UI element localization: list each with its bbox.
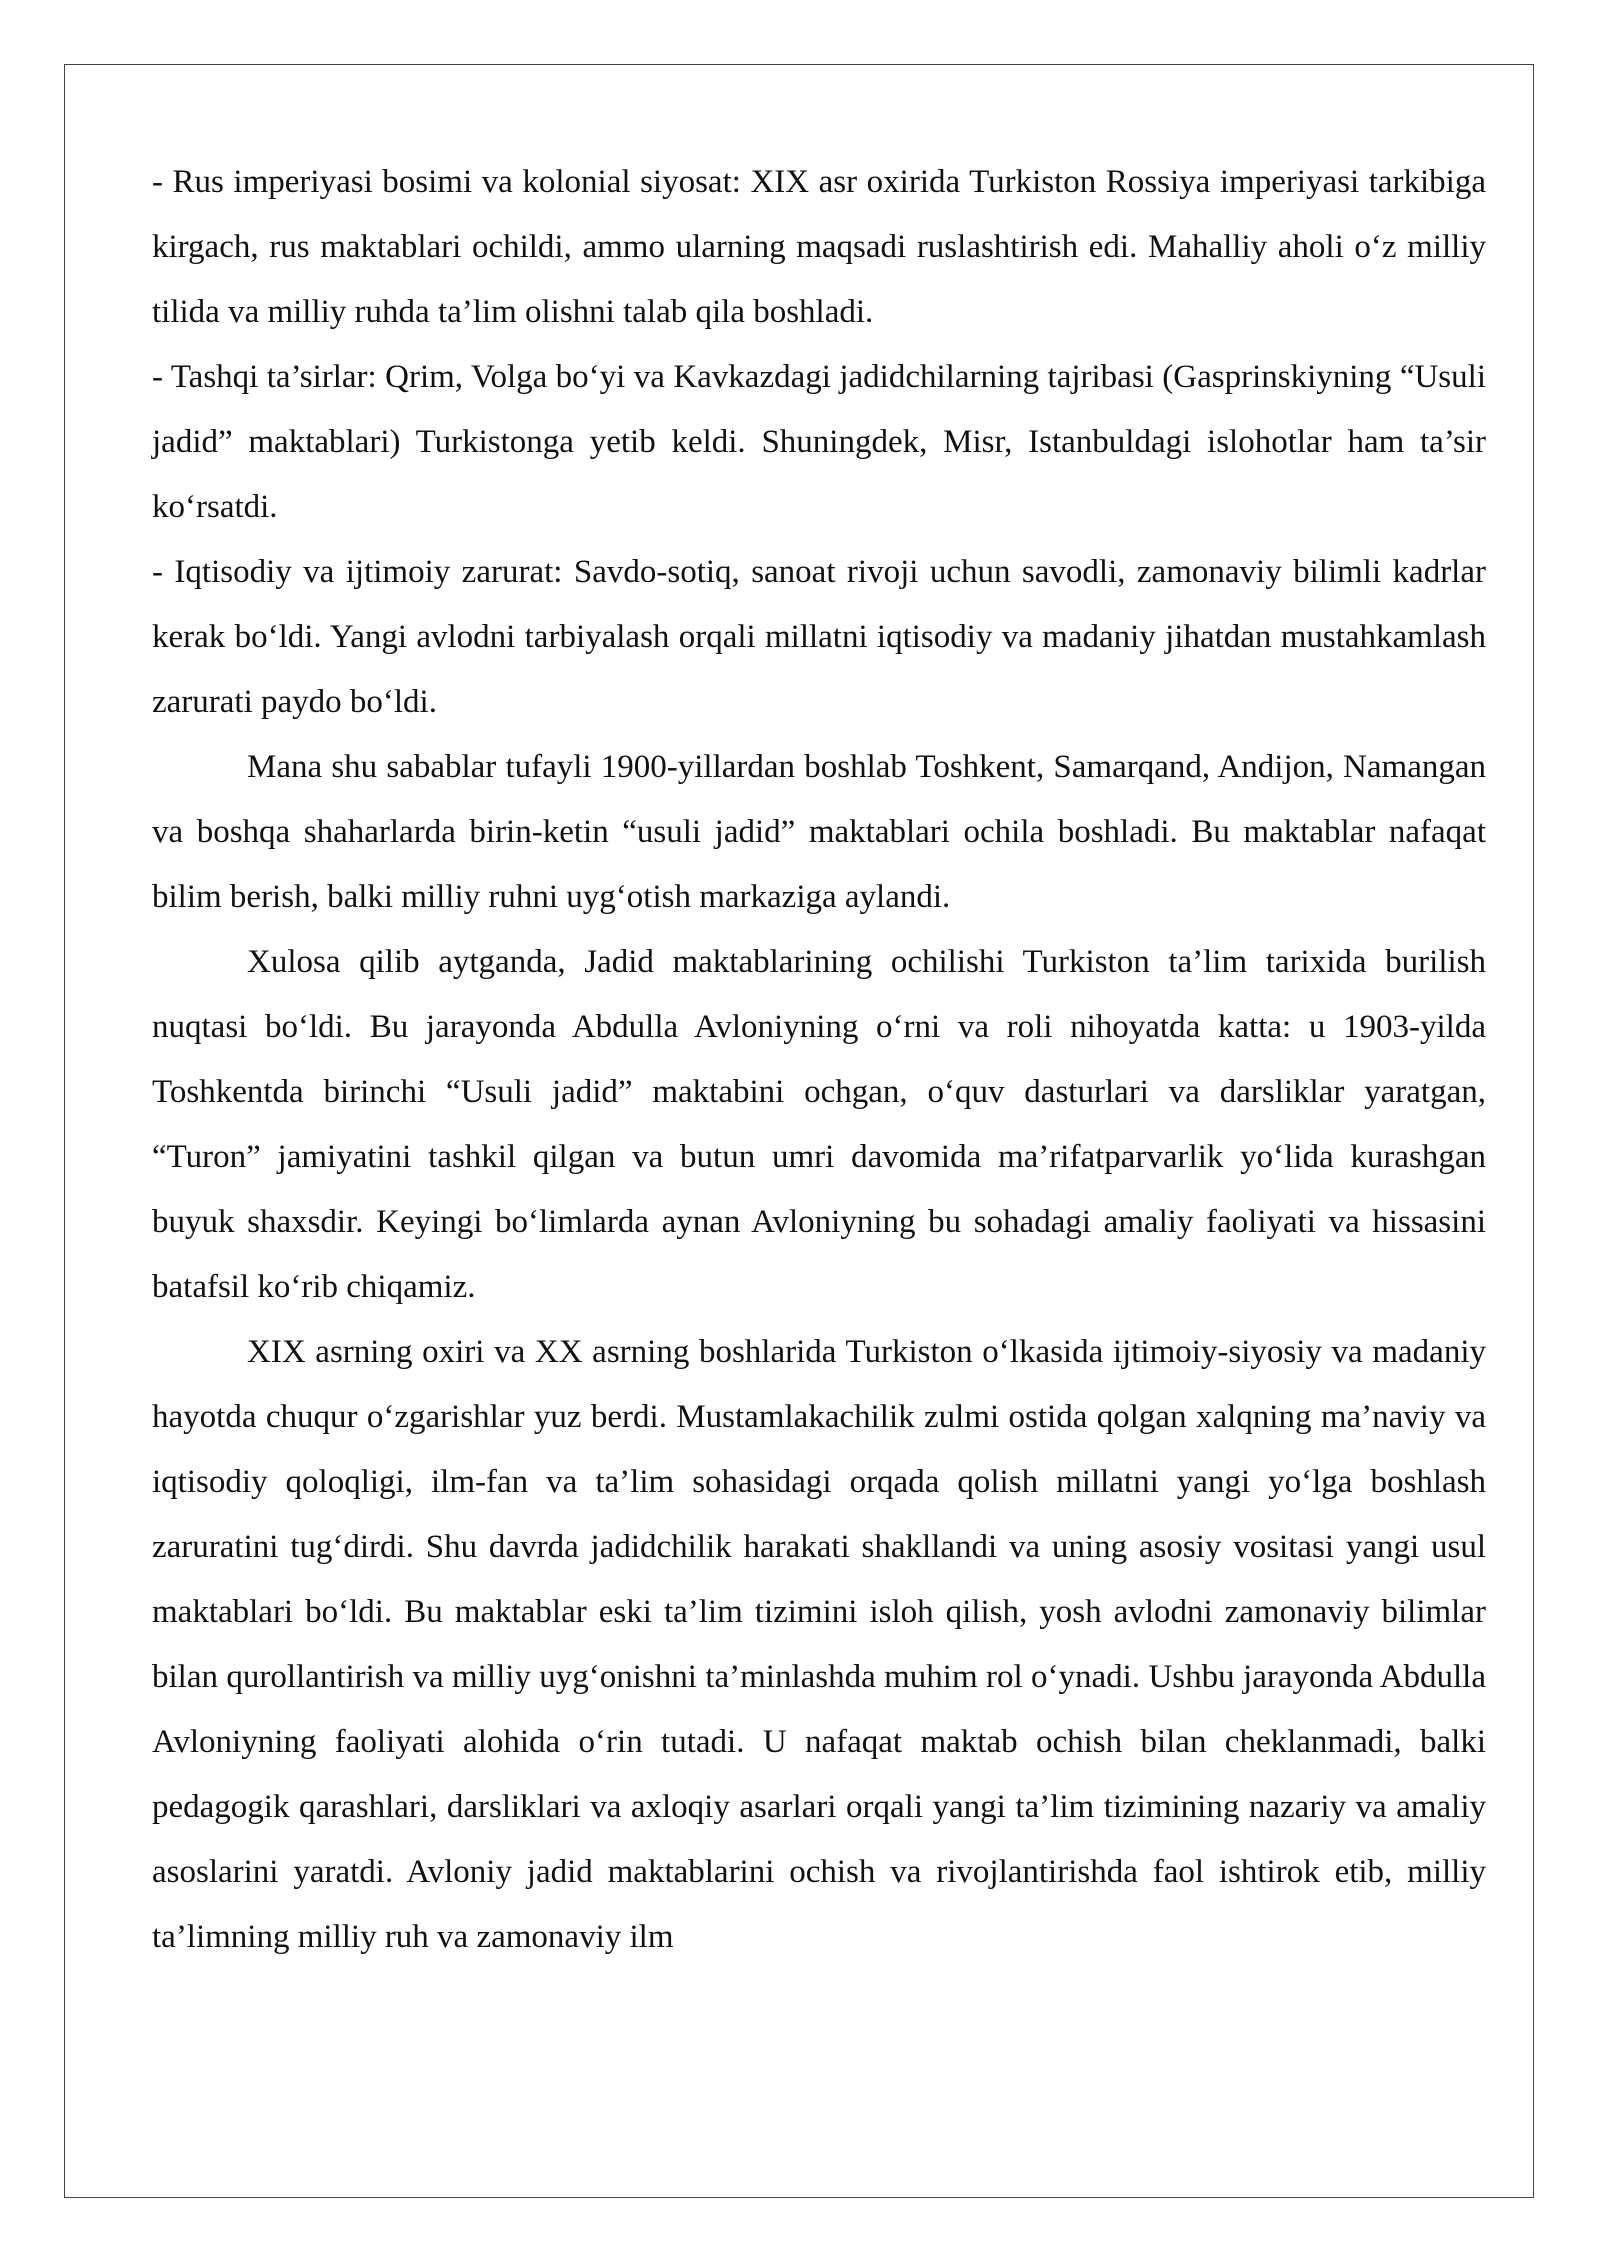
document-body [152, 150, 1486, 1970]
paragraph-economic-need: - Iqtisodiy va ijtimoiy zarurat: Savdo-sotiq, sanoat rivoji uchun savodli, zamonaviy bilimli kadrlar kerak bo‘ldi. Yangi avlodni tarbiyalash orqali millatni iqtisodiy va madaniy jihatdan mustahkamlash zarurati paydo bo‘ldi. [152, 554, 1486, 720]
paragraph-external-influences: - Tashqi ta’sirlar: Qrim, Volga bo‘yi va Kavkazdagi jadidchilarning tajribasi (Gasprinskiyning “Usuli jadid” maktablari) Turkistonga yetib keldi. Shuningdek, Misr, Istanbuldagi islohotlar ham ta’sir ko‘rsatdi. [152, 359, 1486, 525]
paragraph-conclusion: Xulosa qilib aytganda, Jadid maktablarining ochilishi Turkiston ta’lim tarixida burilish nuqtasi bo‘ldi. Bu jarayonda Abdulla Avloniyning o‘rni va roli nihoyatda katta: u 1903-yilda Toshkentda birinchi “Usuli jadid” maktabini ochgan, o‘quv dasturlari va darsliklar yaratgan, “Turon” jamiyatini tashkil qilgan va butun umri davomida ma’rifatparvarlik yo‘lida kurashgan buyuk shaxsdir. Keyingi bo‘limlarda aynan Avloniyning bu sohadagi amaliy faoliyati va hissasini batafsil ko‘rib chiqamiz. [152, 944, 1486, 1305]
paragraph-russian-pressure: - Rus imperiyasi bosimi va kolonial siyosat: XIX asr oxirida Turkiston Rossiya imperiyasi tarkibiga kirgach, rus maktablari ochildi, ammo ularning maqsadi ruslashtirish edi. Mahalliy aholi o‘z milliy tilida va milliy ruhda ta’lim olishni talab qila boshladi. [152, 164, 1486, 330]
paragraph-jadid-schools-opening: Mana shu sabablar tufayli 1900-yillardan boshlab Toshkent, Samarqand, Andijon, Namangan va boshqa shaharlarda birin-ketin “usuli jadid” maktablari ochila boshladi. Bu maktablar nafaqat bilim berish, balki milliy ruhni uyg‘otish markaziga aylandi. [152, 749, 1486, 915]
paragraph-historical-context: XIX asrning oxiri va XX asrning boshlarida Turkiston o‘lkasida ijtimoiy-siyosiy va madaniy hayotda chuqur o‘zgarishlar yuz berdi. Mustamlakachilik zulmi ostida qolgan xalqning ma’naviy va iqtisodiy qoloqligi, ilm-fan va ta’lim sohasidagi orqada qolish millatni yangi yo‘lga boshlash zaruratini tug‘dirdi. Shu davrda jadidchilik harakati shakllandi va uning asosiy vositasi yangi usul maktablari bo‘ldi. Bu maktablar eski ta’lim tizimini isloh qilish, yosh avlodni zamonaviy bilimlar bilan qurollantirish va milliy uyg‘onishni ta’minlashda muhim rol o‘ynadi. Ushbu jarayonda Abdulla Avloniyning faoliyati alohida o‘rin tutadi. U nafaqat maktab ochish bilan cheklanmadi, balki pedagogik qarashlari, darsliklari va axloqiy asarlari orqali yangi ta’lim tizimining nazariy va amaliy asoslarini yaratdi. Avloniy jadid maktablarini ochish va rivojlantirishda faol ishtirok etib, milliy ta’limning milliy ruh va zamonaviy ilm [152, 1334, 1486, 1955]
